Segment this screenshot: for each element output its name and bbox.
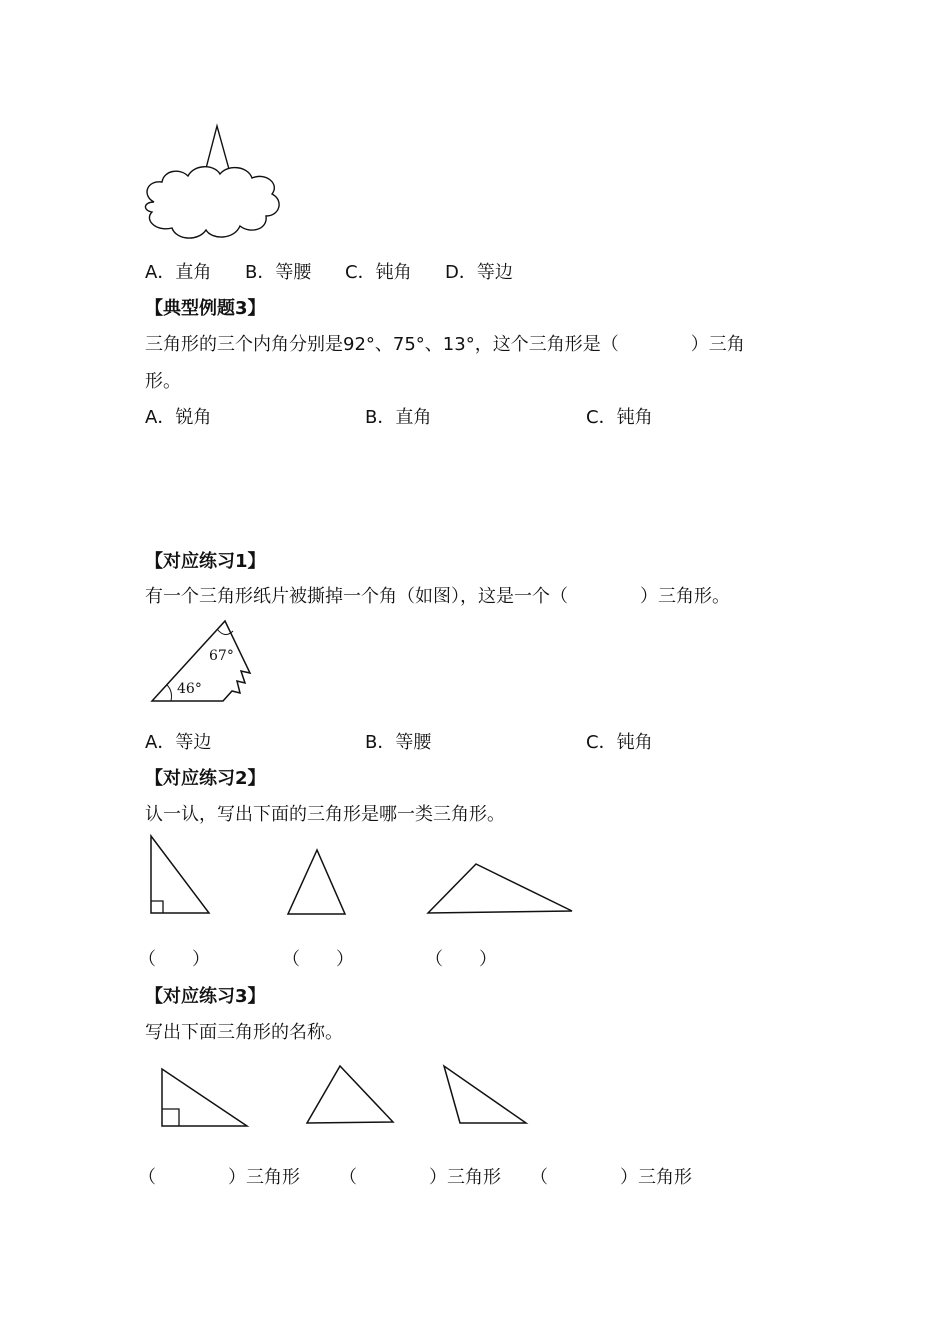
example3-option-a[interactable]: A．锐角 xyxy=(145,407,212,428)
practice3-blank-2[interactable]: （ ）三角形 xyxy=(339,1167,501,1188)
practice3-triangles xyxy=(155,1060,535,1135)
example3-question-line2: 形。 xyxy=(145,371,181,392)
prev-option-c[interactable]: C．钝角 xyxy=(345,262,412,283)
prev-option-d[interactable]: D．等边 xyxy=(445,262,513,283)
obtuse-triangle xyxy=(428,864,572,913)
practice3-heading: 【对应练习3】 xyxy=(145,986,266,1007)
practice1-option-b[interactable]: B．等腰 xyxy=(365,732,432,753)
example3-question-line1: 三角形的三个内角分别是92°、75°、13°，这个三角形是（ ）三角 xyxy=(145,334,745,355)
right-angle-marker xyxy=(151,901,163,913)
cloud-triangle-figure xyxy=(140,120,290,250)
practice1-option-c[interactable]: C．钝角 xyxy=(586,732,653,753)
practice2-question: 认一认，写出下面的三角形是哪一类三角形。 xyxy=(145,804,505,825)
cloud-shape xyxy=(145,167,279,238)
practice2-blank-2[interactable]: （ ） xyxy=(282,949,354,970)
example3-option-c[interactable]: C．钝角 xyxy=(586,407,653,428)
practice2-heading: 【对应练习2】 xyxy=(145,768,266,789)
prev-option-a[interactable]: A．直角 xyxy=(145,262,212,283)
practice1-heading: 【对应练习1】 xyxy=(145,551,266,572)
prev-option-b[interactable]: B．等腰 xyxy=(245,262,312,283)
torn-triangle-figure xyxy=(145,615,260,710)
right-triangle xyxy=(162,1069,247,1126)
practice2-blank-3[interactable]: （ ） xyxy=(425,949,497,970)
practice3-question: 写出下面三角形的名称。 xyxy=(145,1022,343,1043)
example3-heading: 【典型例题3】 xyxy=(145,298,266,319)
acute-triangle xyxy=(307,1066,393,1123)
practice1-question: 有一个三角形纸片被撕掉一个角（如图），这是一个（ ）三角形。 xyxy=(145,586,730,607)
practice3-blank-3[interactable]: （ ）三角形 xyxy=(530,1167,692,1188)
practice1-option-a[interactable]: A．等边 xyxy=(145,732,212,753)
angle-arc-left xyxy=(167,685,172,701)
right-angle-marker xyxy=(162,1109,179,1126)
practice2-blank-1[interactable]: （ ） xyxy=(138,949,210,970)
angle-label-top: 67° xyxy=(209,648,234,664)
acute-triangle xyxy=(288,850,345,914)
practice3-blank-1[interactable]: （ ）三角形 xyxy=(138,1167,300,1188)
obtuse-triangle xyxy=(444,1066,526,1123)
angle-label-left: 46° xyxy=(177,681,202,697)
example3-option-b[interactable]: B．直角 xyxy=(365,407,432,428)
practice2-triangles xyxy=(140,830,580,925)
